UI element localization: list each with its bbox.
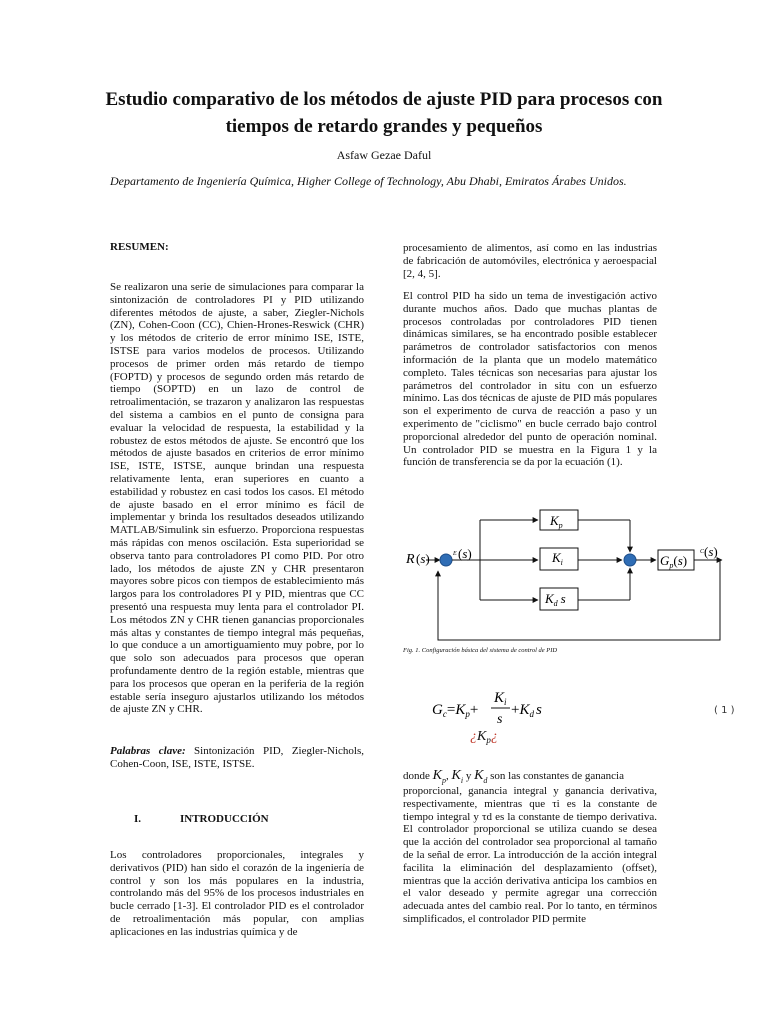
output-label: C (700, 549, 705, 555)
kp-label: $K_p$ (550, 513, 563, 530)
summing-junction-error (440, 554, 452, 566)
error-paren: (s) (458, 546, 472, 561)
equation-artifact: ¿$K_p¿$ (470, 729, 498, 745)
output-paren: (s) (704, 544, 718, 559)
intro-paragraph-3: proporcional, ganancia integral y ganancia derivativa, respectivamente, mientras que τi es la constante de tiempo integral y τd es la constante de tiempo derivativa. El controlador proporcional se utiliza cuando se desea que la acción del controlador sea proporcional al tamaño de la señal de error. La introducción de la acción integral facilita la eliminación del desplazamiento (offset), mientras que la acción derivativa anticipa los cambios en el valor deseado y permite agregar una corrección adecuada antes del cambio real. Por lo tanto, en términos simplificados, el controlador PID permite (403, 785, 657, 925)
keywords-text: Sintonización PID, Ziegler-Nichols, Cohen-Coon, ISE, ISTE, ISTSE. (110, 745, 365, 770)
equation-lhs: $G_c=K_p+$ (432, 702, 479, 719)
pid-equation (428, 686, 598, 750)
abstract-text: Se realizaron una serie de simulaciones para comparar la sintonización de controladores PI y PID utilizando diferentes métodos de ajuste, a saber, Ziegler-Nichols (ZN), Cohen-Coon (CC), Chien-Hrones-Reswick (CHR) y los métodos de criterio de error mínimo ISE, ISTE, ISTSE para varios modelos de procesos. Utilizando procesos de primer orden más retardo de tiempo (FOPTD) y procesos de segundo orden más retardo de tiempo (SOPTD) en un lazo de control de retroalimentación, se trazaron y analizaron las respuestas del sistema a cambios en el punto de consigna para evaluar la velocidad de respuesta, la estabilidad y la robustez de estos métodos de ajuste. Se encontró que los métodos de ajuste basados en criterios de error mínimo ISE, ISTE, ISTSE, aunque brindan una respuesta relativamente lenta, eran superiores en cuanto a estabilidad y robustez en casi todos los casos. El método de ajuste basado en el error mínimo es fácil de implementar y brinda los resultados deseados utilizando MATLAB/Simulink sin esfuerzo. Proporciona respuestas más rápidas con menos oscilación. Esta superioridad se observa tanto para controladores PI como PID. Por otro lado, los métodos de ajuste ZN y CHR presentaron mayores sobre picos con tiempos de establecimiento más largos para los controladores PI y PID, mientras que CC presentó una respuesta muy lenta para el controlador PI. Los métodos ZN y CHR tienen ganancias proporcionales más altas y constantes de tiempo integral más pequeñas, lo que conduce a un amortiguamiento muy pobre, por lo que solo son adecuados para procesos que operan profundamente dentro de la región estable, mientras que para los procesos que operan en la periferia de la región estable sería inseguro ajustarlos utilizando los métodos de ajuste ZN y CHR. (110, 281, 364, 716)
input-paren: (s) (416, 551, 430, 566)
paper-title: Estudio comparativo de los métodos de ajuste PID para procesos con tiempos de retardo grandes y pequeños (105, 89, 663, 137)
section-number: I. (134, 813, 142, 825)
section-title: INTRODUCCIÓN (180, 813, 269, 825)
intro-paragraph-3-lead: donde $K_p$, $K_i$ y $K_d$ son las constantes de ganancia (403, 768, 624, 785)
plant-label: $G_p(s)$ (660, 553, 688, 570)
equation-derivative-term: $+K_d$ s (511, 702, 542, 719)
summing-junction-controller (624, 554, 636, 566)
abstract-body (110, 281, 364, 716)
equation-denominator: s (497, 712, 503, 727)
intro-paragraph-1-continued: procesamiento de alimentos, así como en las industrias de fabricación de automóviles, electrónica y aeroespacial [2, 4, 5]. (403, 242, 657, 280)
intro-paragraph-2: El control PID ha sido un tema de investigación activo durante muchos años. Dado que muchas plantas de procesos controladas por controladores PID tienen dinámicas similares, se ha encontrado posible establecer parámetros de controlador satisfactorios con menos información de la planta que un modelo matemático completo. Tales técnicas son necesarias para ajustar los parámetros del controlador in situ con un esfuerzo mínimo. Las dos técnicas de ajuste de PID más populares son el experimento de curva de reacción a paso y un experimento de "ciclismo" en bucle cerrado bajo control proporcional alrededor del punto de operación nominal. Un controlador PID se muestra en la Figura 1 y la función de transferencia se da por la ecuación (1). (403, 290, 657, 469)
equation-number: ( 1 ) (714, 705, 735, 716)
error-label: E (453, 551, 457, 557)
ki-label: $K_i$ (552, 550, 563, 567)
input-label: R (406, 552, 415, 567)
author-name: Asfaw Gezae Daful (336, 148, 432, 162)
author-affiliation: Departamento de Ingeniería Química, Higher College of Technology, Abu Dhabi, Emiratos Árabes Unidos. (110, 174, 627, 188)
equation-numerator: $K_i$ (494, 690, 507, 707)
keywords (110, 745, 364, 771)
abstract-heading: RESUMEN: (110, 241, 169, 253)
figure-caption: Fig. 1. Configuración básica del sistema de control de PID (403, 647, 558, 654)
kd-label: $K_d$ s (545, 591, 566, 608)
keywords-label: Palabras clave: (110, 745, 186, 757)
intro-paragraph-1: Los controladores proporcionales, integrales y derivativos (PID) han sido el corazón de la ingeniería de control y son los más populares en la industria, controlando más del 95% de los procesos industriales en bucle cerrado [1-3]. El controlador PID es el controlador de retroalimentación más popular, con amplias aplicaciones en las industrias química y de (110, 849, 364, 938)
pid-block-diagram (400, 505, 730, 645)
